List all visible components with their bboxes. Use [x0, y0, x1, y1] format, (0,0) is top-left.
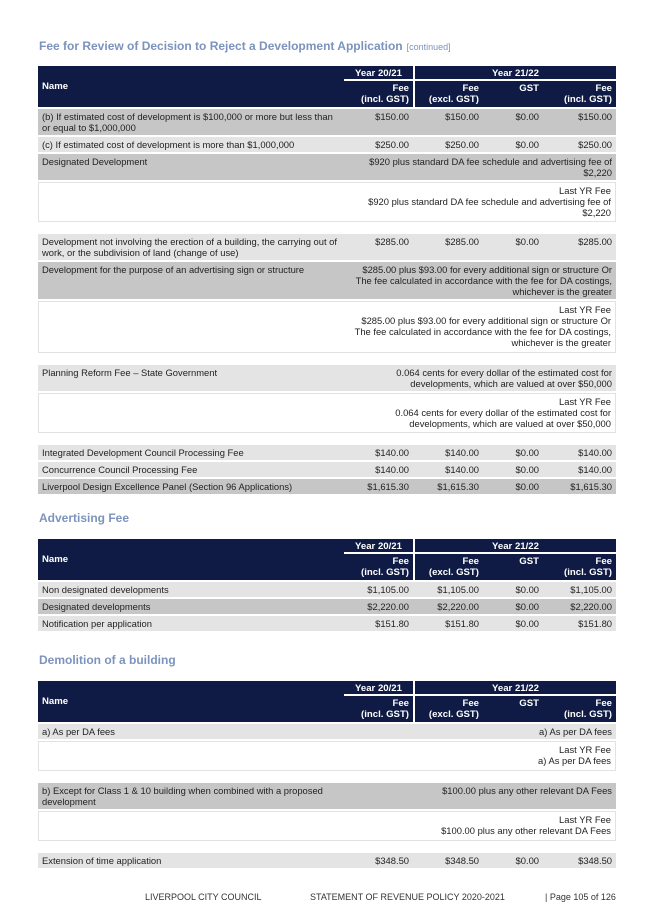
row-name: (c) If estimated cost of development is more than $1,000,000: [38, 137, 344, 152]
fee-incl: $151.80: [543, 616, 616, 631]
last-year-row: [38, 393, 616, 433]
fee-description: $100.00 plus any other relevant DA Fees: [344, 783, 616, 809]
table-row: [38, 445, 616, 460]
gst-value: $0.00: [483, 616, 543, 631]
row-name: Designated developments: [38, 599, 344, 614]
row-name: Extension of time application: [38, 853, 344, 868]
header-fee-excl: Fee (excl. GST): [413, 81, 483, 107]
header-name: Name: [38, 539, 344, 580]
fee-incl-prev: $140.00: [344, 445, 413, 460]
row-name: b) Except for Class 1 & 10 building when combined with a proposed development: [38, 783, 344, 809]
fee-incl-prev: $1,105.00: [344, 582, 413, 597]
header-fee-incl: Fee (incl. GST): [344, 81, 413, 107]
header-fee-incl-curr: Fee (incl. GST): [543, 696, 616, 722]
table-row: [38, 109, 616, 135]
fee-excl: $140.00: [413, 445, 483, 460]
fee-table-review: [38, 64, 616, 496]
header-fee-incl: Fee (incl. GST): [344, 554, 413, 580]
section-title: Demolition of a building: [39, 653, 176, 667]
table-row: [38, 783, 616, 809]
row-name: a) As per DA fees: [38, 724, 344, 739]
fee-table-advertising: [38, 537, 616, 633]
gst-value: $0.00: [483, 109, 543, 135]
row-name: Non designated developments: [38, 582, 344, 597]
fee-excl: $2,220.00: [413, 599, 483, 614]
table-row: [38, 365, 616, 391]
fee-excl: $1,615.30: [413, 479, 483, 494]
last-year-fee: Last YR Fee 0.064 cents for every dollar of the estimated cost for developments, which are valued at over $50,000: [344, 393, 616, 433]
row-name: Concurrence Council Processing Fee: [38, 462, 344, 477]
fee-excl: $250.00: [413, 137, 483, 152]
fee-incl-prev: $1,615.30: [344, 479, 413, 494]
section-title: [39, 39, 451, 53]
table-row: [38, 724, 616, 739]
table-row: [38, 462, 616, 477]
row-name: Development not involving the erection of a building, the carrying out of work, or the subdivision of land (change of use): [38, 234, 344, 260]
gst-value: $0.00: [483, 445, 543, 460]
fee-excl: $150.00: [413, 109, 483, 135]
row-name: Planning Reform Fee – State Government: [38, 365, 344, 391]
row-name: Designated Development: [38, 154, 344, 180]
row-name: Development for the purpose of an advertising sign or structure: [38, 262, 344, 299]
table-header: [38, 681, 616, 694]
fee-excl: $285.00: [413, 234, 483, 260]
last-year-fee: Last YR Fee a) As per DA fees: [344, 741, 616, 771]
fee-incl: $2,220.00: [543, 599, 616, 614]
table-row: [38, 479, 616, 494]
fee-excl: $151.80: [413, 616, 483, 631]
last-year-row: [38, 182, 616, 222]
section-title: Advertising Fee: [39, 511, 130, 525]
fee-incl-prev: $250.00: [344, 137, 413, 152]
last-year-row: [38, 811, 616, 841]
header-gst: GST: [483, 554, 543, 580]
header-fee-incl-curr: Fee (incl. GST): [543, 554, 616, 580]
table-row: [38, 853, 616, 868]
last-year-fee: Last YR Fee $920 plus standard DA fee schedule and advertising fee of $2,220: [344, 182, 616, 222]
gst-value: $0.00: [483, 582, 543, 597]
footer-org: LIVERPOOL CITY COUNCIL: [145, 892, 262, 902]
gst-value: $0.00: [483, 137, 543, 152]
continued-label: [continued]: [406, 42, 451, 52]
fee-incl-prev: $140.00: [344, 462, 413, 477]
fee-incl: $250.00: [543, 137, 616, 152]
footer-page-number: | Page 105 of 126: [545, 892, 616, 902]
header-fee-excl: Fee (excl. GST): [413, 554, 483, 580]
fee-description: $920 plus standard DA fee schedule and advertising fee of $2,220: [344, 154, 616, 180]
table-header: [38, 539, 616, 552]
gst-value: $0.00: [483, 599, 543, 614]
header-fee-excl: Fee (excl. GST): [413, 696, 483, 722]
fee-incl: $140.00: [543, 445, 616, 460]
fee-incl: $150.00: [543, 109, 616, 135]
fee-incl: $1,615.30: [543, 479, 616, 494]
fee-incl-prev: $348.50: [344, 853, 413, 868]
fee-incl-prev: $150.00: [344, 109, 413, 135]
fee-incl: $285.00: [543, 234, 616, 260]
header-fee-incl-curr: Fee (incl. GST): [543, 81, 616, 107]
fee-incl-prev: $151.80: [344, 616, 413, 631]
fee-incl: $348.50: [543, 853, 616, 868]
footer-doc-title: STATEMENT OF REVENUE POLICY 2020-2021: [310, 892, 505, 902]
table-row: [38, 616, 616, 631]
fee-incl-prev: $2,220.00: [344, 599, 413, 614]
header-fee-incl: Fee (incl. GST): [344, 696, 413, 722]
fee-description: a) As per DA fees: [344, 724, 616, 739]
last-year-fee: Last YR Fee $100.00 plus any other relevant DA Fees: [344, 811, 616, 841]
fee-incl-prev: $285.00: [344, 234, 413, 260]
fee-excl: $1,105.00: [413, 582, 483, 597]
fee-excl: $140.00: [413, 462, 483, 477]
header-year-prev: Year 20/21: [344, 539, 413, 552]
last-year-row: [38, 301, 616, 353]
last-year-row: [38, 741, 616, 771]
table-row: [38, 582, 616, 597]
row-name: Liverpool Design Excellence Panel (Section 96 Applications): [38, 479, 344, 494]
fee-incl: $140.00: [543, 462, 616, 477]
section-title-text: Fee for Review of Decision to Reject a Development Application: [39, 39, 403, 53]
header-year-curr: Year 21/22: [413, 681, 616, 694]
table-header: [38, 66, 616, 79]
gst-value: $0.00: [483, 853, 543, 868]
table-row: [38, 154, 616, 180]
row-name: Integrated Development Council Processing Fee: [38, 445, 344, 460]
fee-description: 0.064 cents for every dollar of the estimated cost for developments, which are valued at over $50,000: [344, 365, 616, 391]
header-gst: GST: [483, 696, 543, 722]
table-row: [38, 234, 616, 260]
header-gst: GST: [483, 81, 543, 107]
row-name: (b) If estimated cost of development is $100,000 or more but less than or equal to $1,000,000: [38, 109, 344, 135]
fee-table-demolition: [38, 679, 616, 870]
header-year-prev: Year 20/21: [344, 66, 413, 79]
table-row: [38, 599, 616, 614]
fee-description: $285.00 plus $93.00 for every additional sign or structure Or The fee calculated in accordance with the fee for DA costings, whichever is the greater: [344, 262, 616, 299]
gst-value: $0.00: [483, 234, 543, 260]
fee-excl: $348.50: [413, 853, 483, 868]
row-name: Notification per application: [38, 616, 344, 631]
header-name: Name: [38, 66, 344, 107]
header-year-prev: Year 20/21: [344, 681, 413, 694]
header-year-curr: Year 21/22: [413, 539, 616, 552]
gst-value: $0.00: [483, 479, 543, 494]
header-name: Name: [38, 681, 344, 722]
fee-incl: $1,105.00: [543, 582, 616, 597]
table-row: [38, 262, 616, 299]
gst-value: $0.00: [483, 462, 543, 477]
last-year-fee: Last YR Fee $285.00 plus $93.00 for every additional sign or structure Or The fee calculated in accordance with the fee for DA costings, whichever is the greater: [344, 301, 616, 353]
header-year-curr: Year 21/22: [413, 66, 616, 79]
table-row: [38, 137, 616, 152]
